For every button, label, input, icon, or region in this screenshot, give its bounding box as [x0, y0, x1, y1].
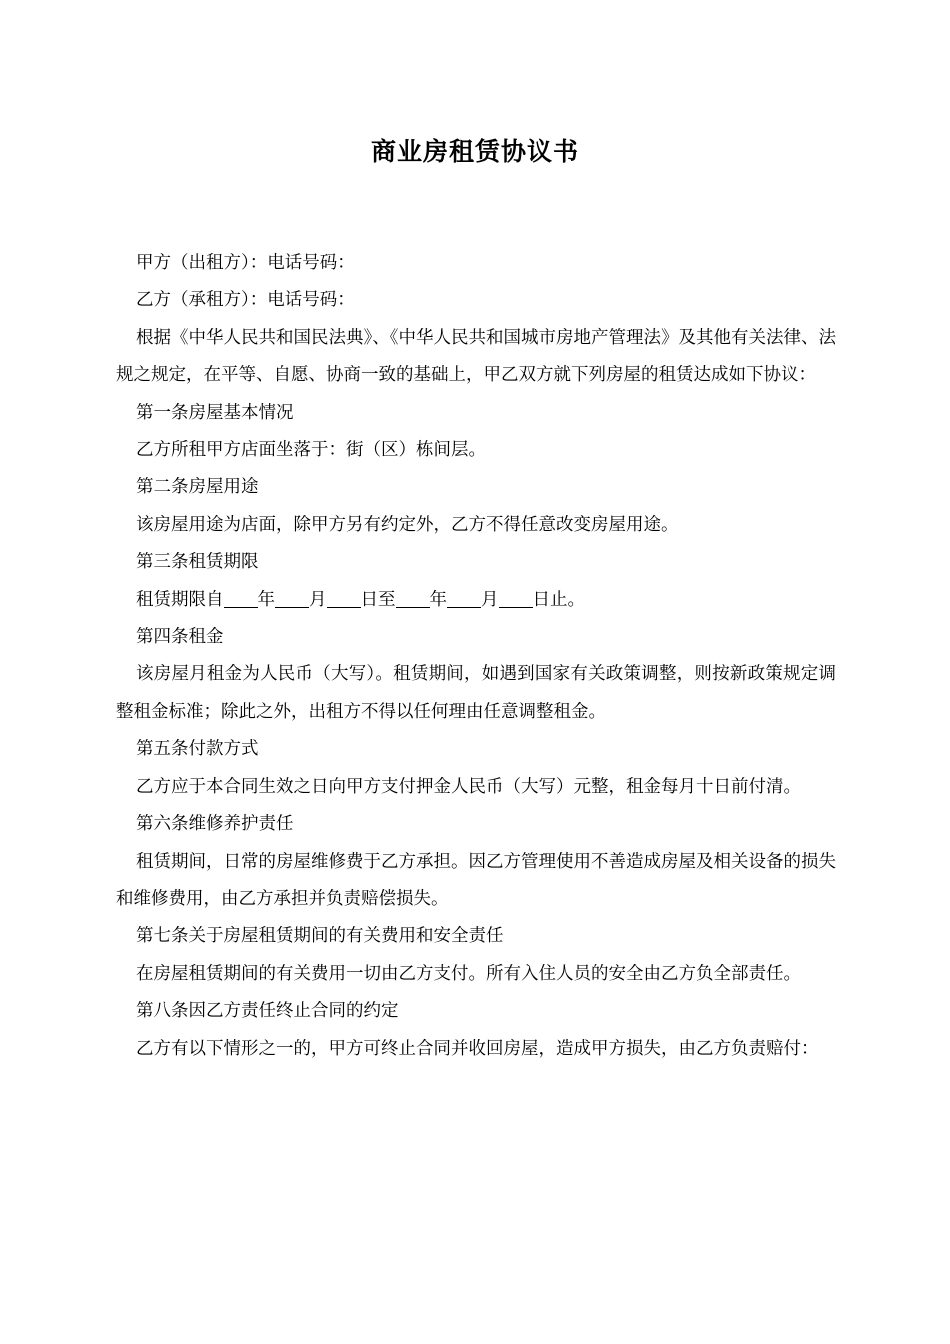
article-4-text: 该房屋月租金为人民币（大写）。租赁期间，如遇到国家有关政策调整，则按新政策规定调整租金标准；除此之外，出租方不得以任何理由任意调整租金。 [116, 664, 836, 722]
article-2-heading: 第二条房屋用途 [136, 477, 259, 498]
term-month-1: 月 [309, 589, 327, 610]
blank-line [224, 589, 258, 608]
article-3-heading: 第三条租赁期限 [136, 552, 259, 573]
article-6-heading: 第六条维修养护责任 [136, 814, 294, 835]
preamble-paragraph: 根据《中华人民共和国民法典》、《中华人民共和国城市房地产管理法》及其他有关法律、法规之规定，在平等、自愿、协商一致的基础上，甲乙双方就下列房屋的租赁达成如下协议： [116, 327, 836, 386]
article-8-heading: 第八条因乙方责任终止合同的约定 [136, 1001, 399, 1022]
term-day-1: 日至 [360, 589, 396, 610]
term-day-2: 日止。 [532, 589, 585, 610]
term-year-1: 年 [257, 589, 275, 610]
term-prefix: 租赁期限自 [136, 589, 224, 610]
article-1-heading: 第一条房屋基本情况 [136, 402, 294, 423]
party-a-line: 甲方（出租方）：电话号码： [136, 253, 355, 273]
blank-line [396, 589, 430, 608]
article-7-text: 在房屋租赁期间的有关费用一切由乙方支付。所有入住人员的安全由乙方负全部责任。 [136, 963, 801, 984]
article-2-text: 该房屋用途为店面，除甲方另有约定外，乙方不得任意改变房屋用途。 [136, 514, 679, 535]
blank-line [499, 589, 533, 608]
article-8-text: 乙方有以下情形之一的，甲方可终止合同并收回房屋，造成甲方损失，由乙方负责赔付： [136, 1038, 819, 1059]
term-year-2: 年 [429, 589, 447, 610]
article-5-heading: 第五条付款方式 [136, 739, 259, 760]
blank-line [327, 589, 361, 608]
article-6-text: 租赁期间，日常的房屋维修费于乙方承担。因乙方管理使用不善造成房屋及相关设备的损失和维修费用，由乙方承担并负责赔偿损失。 [116, 851, 836, 909]
article-1-text: 乙方所租甲方店面坐落于：街（区）栋间层。 [136, 440, 486, 461]
article-3-term-line [116, 582, 836, 619]
document-body [116, 245, 836, 1068]
article-7-heading: 第七条关于房屋租赁期间的有关费用和安全责任 [136, 926, 504, 947]
blank-line [275, 589, 309, 608]
article-4-heading: 第四条租金 [136, 627, 224, 648]
document-title: 商业房租赁协议书 [370, 137, 579, 166]
blank-line [447, 589, 481, 608]
article-5-text: 乙方应于本合同生效之日向甲方支付押金人民币（大写）元整，租金每月十日前付清。 [136, 776, 801, 797]
term-month-2: 月 [481, 589, 499, 610]
party-b-line: 乙方（承租方）：电话号码： [136, 290, 355, 311]
